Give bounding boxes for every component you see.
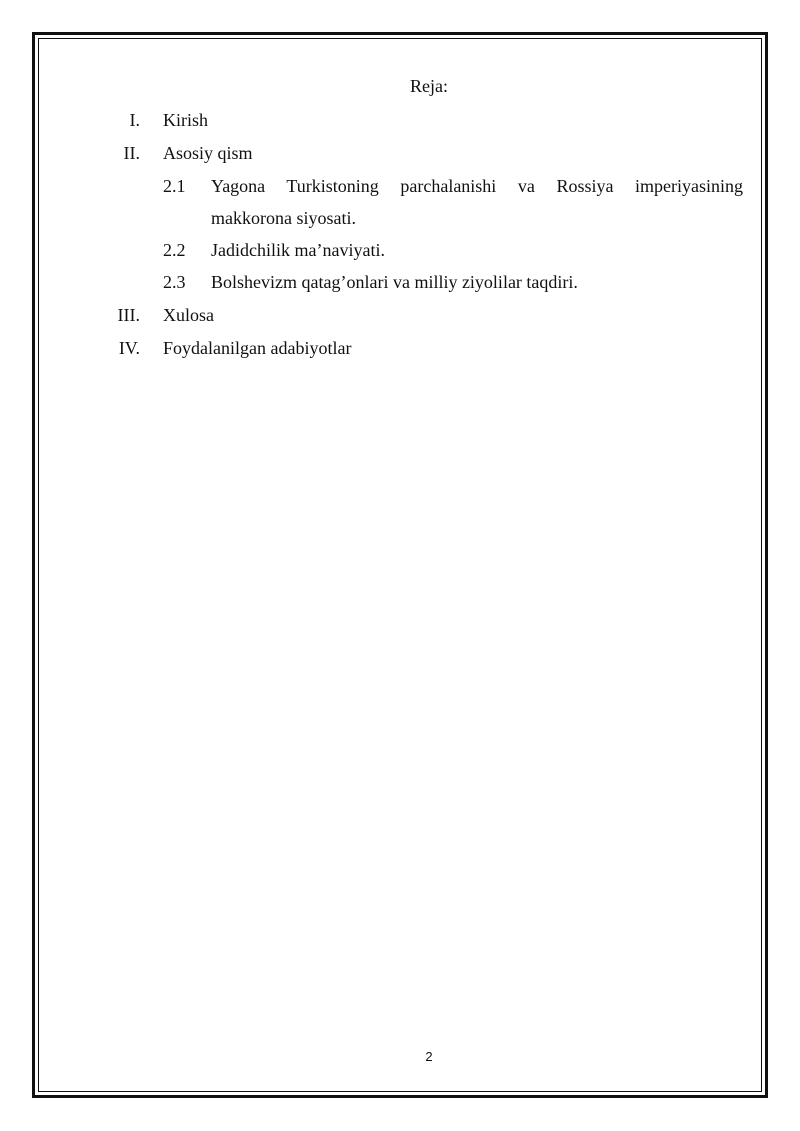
outline-item-number: II. — [123, 143, 140, 163]
outline-item-number: I. — [129, 110, 140, 130]
outline-subitem-text-line2: makkorona siyosati. — [211, 208, 356, 228]
outline-item-number: III. — [117, 305, 140, 325]
page-number: 2 — [425, 1049, 433, 1064]
outline-subitem-text: Bolshevizm qatag’onlari va milliy ziyolilar taqdiri. — [211, 272, 578, 292]
outline-subitem-number: 2.3 — [163, 272, 186, 292]
outline-subitem-number: 2.2 — [163, 240, 186, 260]
outline-subitem-text-line1: Yagona Turkistoning parchalanishi va Rossiya imperiyasining — [211, 176, 743, 196]
outline-item-text: Kirish — [163, 110, 208, 130]
outline-item-text: Xulosa — [163, 305, 214, 325]
outline-item-text: Asosiy qism — [163, 143, 253, 163]
outline-item-number: IV. — [118, 338, 140, 358]
outline-subitem-text: Jadidchilik ma’naviyati. — [211, 240, 385, 260]
outline-item-text: Foydalanilgan adabiyotlar — [163, 338, 352, 358]
document-title: Reja: — [410, 76, 448, 96]
outline-subitem-number: 2.1 — [163, 176, 186, 196]
